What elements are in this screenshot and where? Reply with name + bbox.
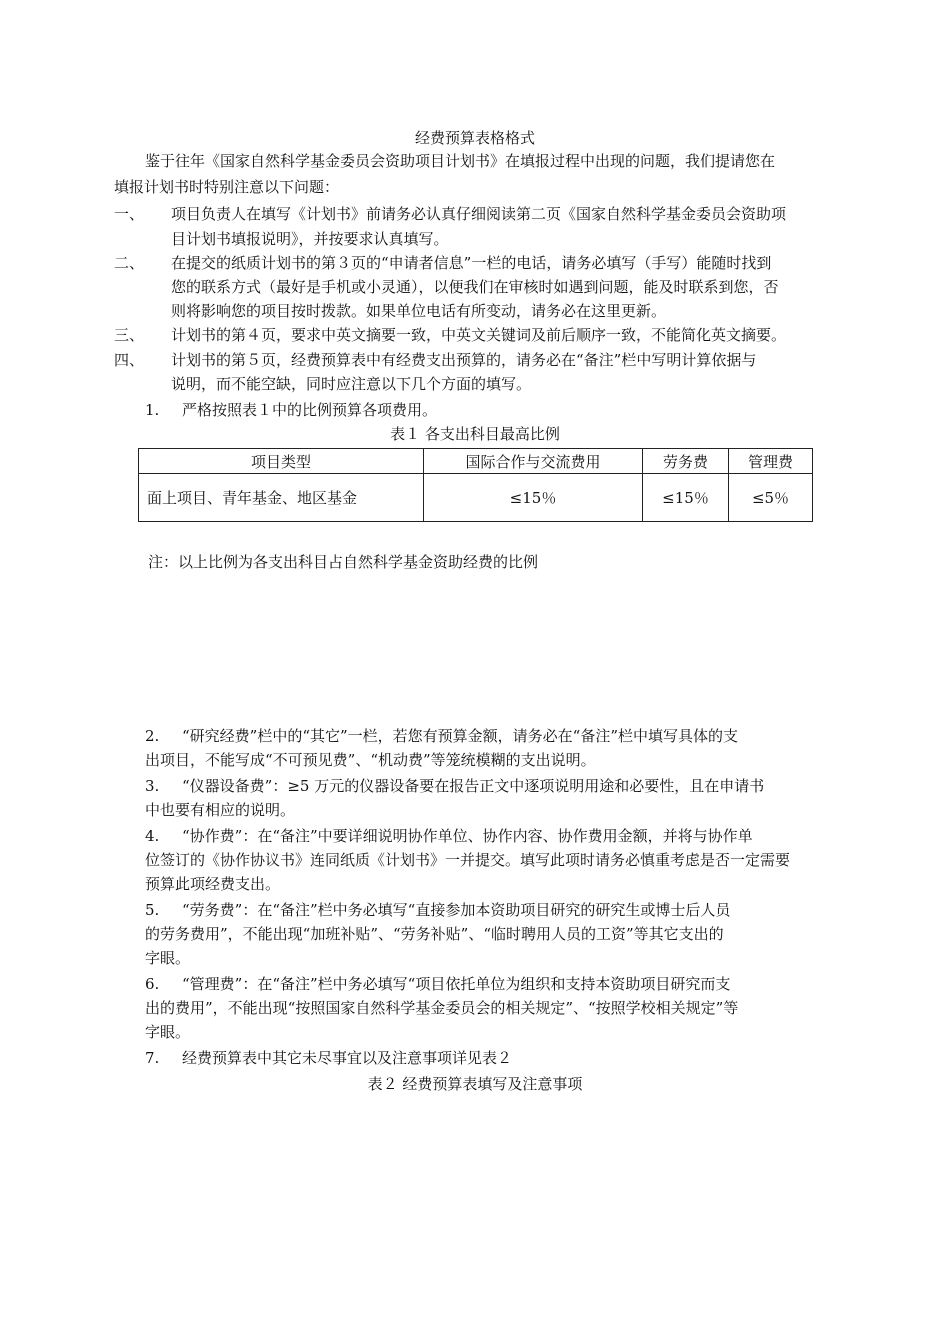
table-header-cell: 国际合作与交流费用: [424, 449, 643, 474]
item-text: 位签订的《协作协议书》连同纸质《计划书》一并提交。填写此项时请务必慎重考虑是否一定需要: [145, 851, 791, 869]
item-number: 1.: [145, 401, 160, 419]
table1-note: 注：以上比例为各支出科目占自然科学基金资助经费的比例: [148, 553, 539, 571]
item-text: 严格按照表１中的比例预算各项费用。: [182, 401, 438, 419]
table-cell: ≤15％: [643, 474, 729, 522]
table-row: [139, 474, 813, 522]
table-cell: 面上项目、青年基金、地区基金: [139, 474, 424, 522]
table2-caption: 表２ 经费预算表填写及注意事项: [367, 1075, 583, 1093]
table1-caption: 表１ 各支出科目最高比例: [390, 425, 560, 443]
item-text: 字眼。: [145, 949, 191, 967]
item-text: 出的费用”，不能出现“按照国家自然科学基金委员会的相关规定”、“按照学校相关规定”等: [145, 999, 739, 1017]
section-text: 计划书的第５页，经费预算表中有经费支出预算的，请务必在“备注”栏中写明计算依据与: [171, 351, 757, 369]
document-title: 经费预算表格格式: [414, 129, 535, 147]
section-text: 在提交的纸质计划书的第３页的“申请者信息”一栏的电话，请务必填写（手写）能随时找到: [171, 254, 772, 272]
item-text: “仪器设备费”：≥5 万元的仪器设备要在报告正文中逐项说明用途和必要性，且在申请书: [182, 777, 765, 795]
intro-line-1: 鉴于往年《国家自然科学基金委员会资助项目计划书》在填报过程中出现的问题，我们提请您在: [145, 152, 776, 170]
item-text: 的劳务费用”，不能出现“加班补贴”、“劳务补贴”、“临时聘用人员的工资”等其它支出的: [145, 925, 724, 943]
table-header-cell: 劳务费: [643, 449, 729, 474]
item-text: “管理费”：在“备注”栏中务必填写“项目依托单位为组织和支持本资助项目研究而支: [182, 975, 731, 993]
item-text: 出项目，不能写成“不可预见费”、“机动费”等笼统模糊的支出说明。: [145, 751, 596, 769]
item-text: “劳务费”：在“备注”栏中务必填写“直接参加本资助项目研究的研究生或博士后人员: [182, 901, 731, 919]
section-text: 计划书的第４页，要求中英文摘要一致，中英文关键词及前后顺序一致，不能简化英文摘要。: [171, 326, 787, 344]
item-number: 4.: [145, 827, 160, 845]
section-label: 二、: [114, 254, 145, 272]
item-number: 5.: [145, 901, 160, 919]
item-text: “研究经费”栏中的“其它”一栏，若您有预算金额，请务必在“备注”栏中填写具体的支: [182, 727, 739, 745]
item-text: “协作费”：在“备注”中要详细说明协作单位、协作内容、协作费用金额，并将与协作单: [182, 827, 753, 845]
table-cell: ≤5％: [729, 474, 813, 522]
item-text: 经费预算表中其它未尽事宜以及注意事项详见表２: [182, 1049, 513, 1067]
section-label: 三、: [114, 326, 145, 344]
table1: [138, 448, 813, 522]
item-number: 7.: [145, 1049, 160, 1067]
item-number: 6.: [145, 975, 160, 993]
section-text: 则将影响您的项目按时拨款。如果单位电话有所变动，请务必在这里更新。: [171, 302, 667, 320]
section-text: 您的联系方式（最好是手机或小灵通），以便我们在审核时如遇到问题，能及时联系到您，否: [171, 278, 779, 296]
intro-line-2: 填报计划书时特别注意以下问题：: [114, 178, 340, 196]
section-text: 说明，而不能空缺，同时应注意以下几个方面的填写。: [171, 375, 532, 393]
table-header-row: [139, 449, 813, 474]
section-text: 目计划书填报说明》，并按要求认真填写。: [171, 230, 449, 248]
item-number: 2.: [145, 727, 160, 745]
item-number: 3.: [145, 777, 160, 795]
item-text: 字眼。: [145, 1023, 191, 1041]
table-header-cell: 项目类型: [139, 449, 424, 474]
item-text: 中也要有相应的说明。: [145, 801, 296, 819]
section-label: 一、: [114, 205, 145, 223]
section-text: 项目负责人在填写《计划书》前请务必认真仔细阅读第二页《国家自然科学基金委员会资助项: [171, 205, 787, 223]
item-text: 预算此项经费支出。: [145, 875, 281, 893]
table-header-cell: 管理费: [729, 449, 813, 474]
section-label: 四、: [114, 351, 145, 369]
table-cell: ≤15％: [424, 474, 643, 522]
